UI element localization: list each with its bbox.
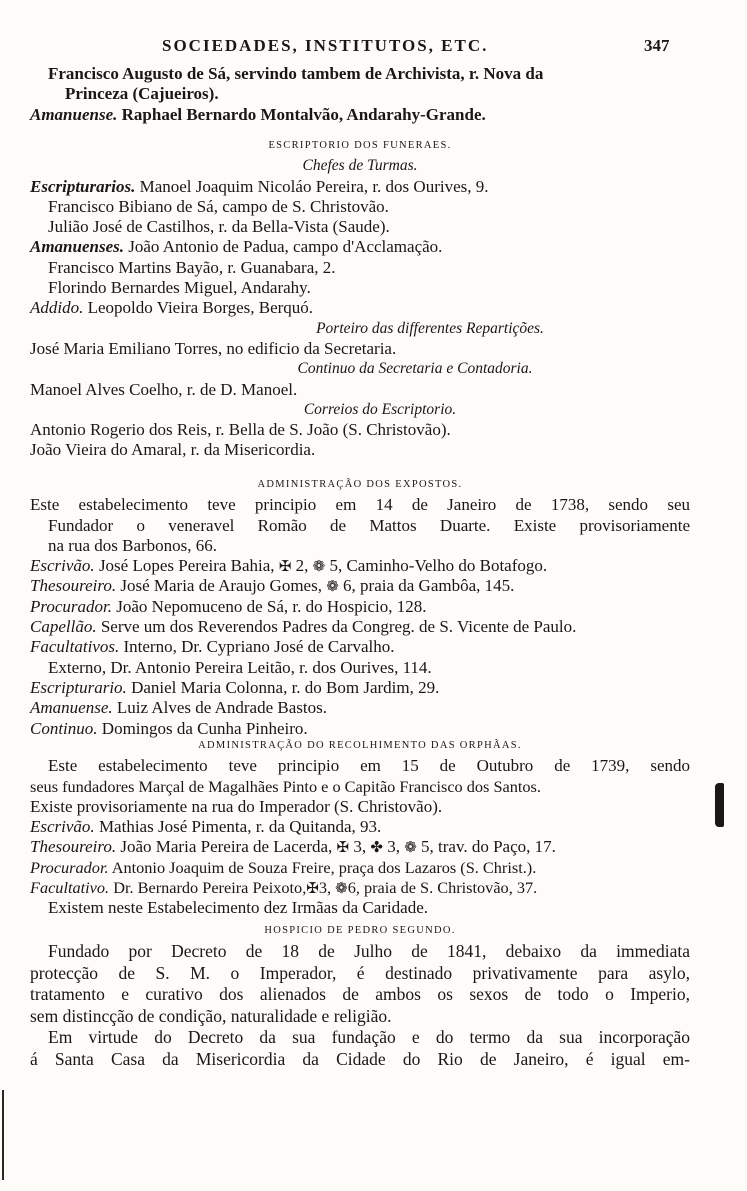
entry-text: Dr. Bernardo Pereira Peixoto, bbox=[113, 878, 307, 898]
list-item: Francisco Martins Bayão, r. Guanabara, 2. bbox=[48, 257, 336, 277]
running-title: SOCIEDADES, INSTITUTOS, ETC. bbox=[162, 36, 489, 55]
list-item bbox=[30, 617, 690, 637]
subheading-chefes: Chefes de Turmas. bbox=[302, 157, 418, 175]
list-item bbox=[30, 597, 690, 617]
entry-text: João Maria Pereira de Lacerda, bbox=[120, 837, 333, 857]
role-label: Facultativo. bbox=[30, 878, 110, 898]
entry-text: 6, praia da Gambôa, 145. bbox=[343, 576, 515, 596]
paragraph-line: Este estabelecimento teve principio em 15 de Outubro de 1739, sendo bbox=[48, 756, 690, 776]
list-item bbox=[30, 637, 690, 657]
cross-icon: ✠ bbox=[336, 840, 350, 857]
subheading-continuo: Continuo da Secretaria e Contadoria. bbox=[297, 360, 533, 378]
paragraph-line: Existe provisoriamente na rua do Imperador (S. Christovão). bbox=[30, 796, 443, 816]
paragraph-line: Em virtude do Decreto da sua fundação e do termo da sua incorporação bbox=[48, 1027, 690, 1048]
subheading-porteiro: Porteiro das differentes Repartições. bbox=[316, 319, 544, 337]
list-item bbox=[30, 576, 690, 596]
list-item bbox=[30, 177, 690, 197]
funeraes-section bbox=[30, 136, 690, 461]
role-label: Facultativos. bbox=[30, 637, 120, 657]
entry-text: 2, bbox=[295, 556, 309, 576]
rose-icon: ❁ bbox=[404, 840, 417, 857]
cross-icon: ✠ bbox=[306, 881, 319, 898]
entry-text: João Antonio de Padua, campo d'Acclamação. bbox=[128, 237, 443, 257]
role-label: Procurador. bbox=[30, 596, 113, 616]
list-item bbox=[30, 237, 690, 257]
paragraph-line: sem distincção de condição, naturalidade e religião. bbox=[30, 1005, 392, 1026]
ink-mark bbox=[715, 783, 724, 827]
page-edge-line bbox=[2, 1090, 4, 1180]
paragraph-line: protecção de S. M. o Imperador, é destinado privativamente para asylo, bbox=[30, 962, 690, 983]
list-item bbox=[30, 878, 690, 898]
top-entries bbox=[30, 64, 690, 125]
role-label: Addido. bbox=[30, 298, 84, 318]
list-item: Florindo Bernardes Miguel, Andarahy. bbox=[48, 278, 311, 298]
paragraph-line: Existem neste Estabelecimento dez Irmãas da Caridade. bbox=[48, 898, 428, 918]
entry-text: Domingos da Cunha Pinheiro. bbox=[101, 718, 308, 738]
role-label: Amanuense. bbox=[30, 104, 118, 124]
paragraph-line: á Santa Casa da Misericordia da Cidade do Rio de Janeiro, é igual em- bbox=[30, 1048, 690, 1069]
list-item bbox=[30, 817, 690, 837]
rose-icon: ❁ bbox=[312, 559, 326, 576]
entry-text: Raphael Bernardo Montalvão, Andarahy-Grande. bbox=[121, 104, 486, 124]
entry-text: Serve um dos Reverendos Padres da Congreg. de S. Vicente de Paulo. bbox=[100, 617, 577, 637]
entry-text: José Lopes Pereira Bahia, bbox=[98, 556, 275, 576]
entry-text: 5, Caminho-Velho do Botafogo. bbox=[329, 556, 548, 576]
role-label: Escripturarios. bbox=[30, 176, 136, 196]
list-item bbox=[30, 837, 690, 857]
list-item: José Maria Emiliano Torres, no edificio da Secretaria. bbox=[30, 338, 397, 358]
rose-icon: ❁ bbox=[326, 579, 339, 596]
role-label: Amanuense. bbox=[30, 698, 113, 718]
paragraph-line: seus fundadores Marçal de Magalhães Pinto e o Capitão Francisco dos Santos. bbox=[30, 776, 541, 796]
hospicio-section bbox=[30, 921, 690, 1070]
role-label: Amanuenses. bbox=[30, 237, 124, 257]
list-item: Antonio Rogerio dos Reis, r. Bella de S. João (S. Christovão). bbox=[30, 420, 451, 440]
section-heading: HOSPICIO DE PEDRO SEGUNDO. bbox=[264, 925, 456, 936]
expostos-section bbox=[30, 475, 690, 739]
entry-text: 3, bbox=[387, 837, 400, 857]
list-item bbox=[30, 698, 690, 718]
page-number: 347 bbox=[644, 36, 670, 55]
list-item: Manoel Alves Coelho, r. de D. Manoel. bbox=[30, 379, 298, 399]
paragraph-line: Fundado por Decreto de 18 de Julho de 1841, debaixo da immediata bbox=[48, 941, 690, 962]
list-item: Julião José de Castilhos, r. da Bella-Vista (Saude). bbox=[48, 217, 390, 237]
entry-text: Interno, Dr. Cypriano José de Carvalho. bbox=[123, 637, 395, 657]
role-label: Capellão. bbox=[30, 617, 97, 637]
role-label: Thesoureiro. bbox=[30, 837, 117, 857]
paragraph-line: tratamento e curativo dos alienados de ambos os sexos de todo o Imperio, bbox=[30, 984, 690, 1005]
list-item bbox=[30, 556, 690, 576]
star-icon: ✤ bbox=[370, 840, 383, 857]
archivista-line-1: Francisco Augusto de Sá, servindo tambem de Archivista, r. Nova da bbox=[48, 64, 544, 83]
list-item bbox=[30, 298, 690, 318]
subheading-correios: Correios do Escriptorio. bbox=[303, 400, 457, 418]
list-item: Externo, Dr. Antonio Pereira Leitão, r. dos Ourives, 114. bbox=[48, 657, 432, 677]
entry-text: João Nepomuceno de Sá, r. do Hospicio, 128. bbox=[116, 596, 427, 616]
orphaas-section bbox=[30, 736, 690, 919]
paragraph-line: Este estabelecimento teve principio em 14 de Janeiro de 1738, sendo seu bbox=[30, 495, 690, 515]
paragraph-line: Fundador o veneravel Romão de Mattos Duarte. Existe provisoriamente bbox=[48, 515, 690, 535]
entry-text: Leopoldo Vieira Borges, Berquó. bbox=[87, 298, 314, 318]
role-label: Escripturario. bbox=[30, 677, 127, 697]
list-item bbox=[30, 678, 690, 698]
list-item bbox=[30, 858, 690, 878]
entry-text: Luiz Alves de Andrade Bastos. bbox=[116, 698, 327, 718]
paragraph-line: na rua dos Barbonos, 66. bbox=[48, 535, 218, 555]
entry-text: 3, bbox=[318, 878, 332, 898]
section-heading: ADMINISTRAÇÃO DO RECOLHIMENTO DAS ORPHÃAS. bbox=[198, 740, 522, 751]
page-header bbox=[0, 36, 747, 60]
role-label: Escrivão. bbox=[30, 556, 95, 576]
role-label: Continuo. bbox=[30, 718, 98, 738]
role-label: Procurador. bbox=[30, 857, 109, 877]
role-label: Thesoureiro. bbox=[30, 576, 117, 596]
entry-text: Manoel Joaquim Nicoláo Pereira, r. dos Ourives, 9. bbox=[139, 176, 489, 196]
entry-text: Daniel Maria Colonna, r. do Bom Jardim, 29. bbox=[131, 677, 440, 697]
rose-icon: ❁ bbox=[335, 881, 348, 898]
list-item: Francisco Bibiano de Sá, campo de S. Christovão. bbox=[48, 196, 389, 216]
role-label: Escrivão. bbox=[30, 817, 95, 837]
section-heading: ESCRIPTORIO DOS FUNERAES. bbox=[268, 140, 452, 151]
section-heading: ADMINISTRAÇÃO DOS EXPOSTOS. bbox=[257, 479, 463, 490]
entry-text: 3, bbox=[353, 837, 367, 857]
entry-text: José Maria de Araujo Gomes, bbox=[120, 576, 322, 596]
entry-text: Antonio Joaquim de Souza Freire, praça dos Lazaros (S. Christ.). bbox=[111, 857, 537, 877]
entry-text: Mathias José Pimenta, r. da Quitanda, 93. bbox=[98, 817, 382, 837]
archivista-line-2: Princeza (Cajueiros). bbox=[65, 84, 219, 104]
amanuense-entry bbox=[30, 105, 690, 125]
entry-text: 5, trav. do Paço, 17. bbox=[421, 837, 556, 857]
list-item: João Vieira do Amaral, r. da Misericordia. bbox=[30, 440, 316, 460]
cross-icon: ✠ bbox=[278, 559, 292, 576]
entry-text: 6, praia de S. Christovão, 37. bbox=[347, 878, 538, 898]
